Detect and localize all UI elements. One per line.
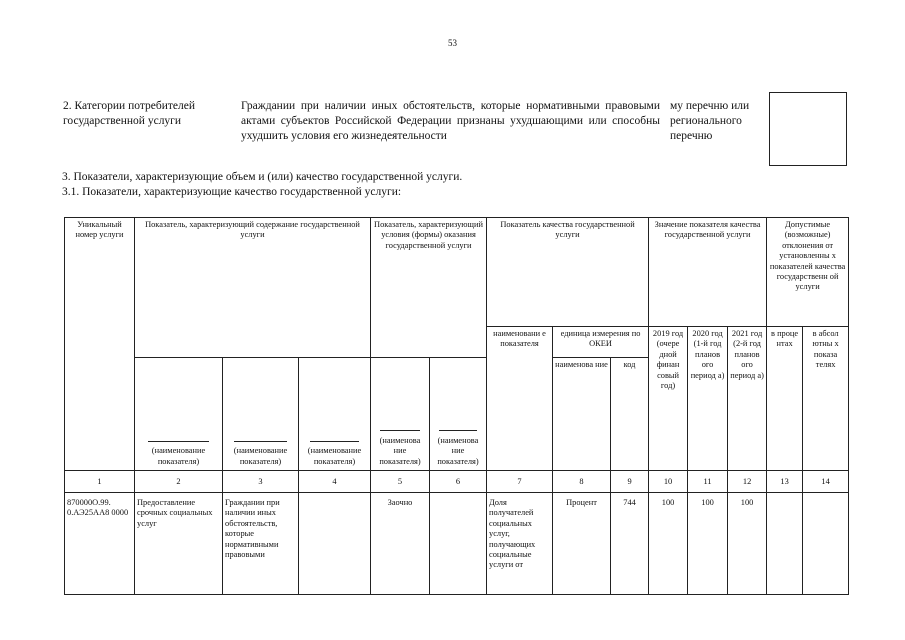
- column-number: 8: [553, 471, 611, 493]
- column-number: 7: [487, 471, 553, 493]
- cell-value-2020: 100: [688, 493, 728, 595]
- header-year-2019: 2019 год (очере дной финан совый год): [649, 327, 688, 471]
- cell-service-name: Предоставление срочных социальных услуг: [135, 493, 223, 595]
- subheader-content-1: [135, 358, 223, 471]
- header-indicator-value: Значение показателя качества государственной услуги: [649, 218, 767, 327]
- column-number: 13: [767, 471, 803, 493]
- category-label: 2. Категории потребителей государственной услуги: [63, 100, 195, 127]
- header-unit-name: наименова ние: [553, 358, 611, 471]
- header-content-indicator: Показатель, характеризующий содержание государственной услуги: [135, 218, 371, 358]
- cell-value-2021: 100: [728, 493, 767, 595]
- header-allowed-deviation: Допустимые (возможные) отклонения от установленны х показателей качества государственн ой услуги: [767, 218, 849, 327]
- cell-value-2019: 100: [649, 493, 688, 595]
- header-indicator-name: наименовани е показателя: [487, 327, 553, 471]
- header-quality-indicator: Показатель качества государственной услуги: [487, 218, 649, 327]
- header-okei-unit: единица измерения по ОКЕИ: [553, 327, 649, 358]
- column-number: 12: [728, 471, 767, 493]
- subheader-content-2-text: (наименование показателя): [233, 446, 288, 466]
- header-conditions-indicator: Показатель, характеризующий условия (формы) оказания государственной услуги: [371, 218, 487, 358]
- subheader-content-3: [299, 358, 371, 471]
- header-year-2021: 2021 год (2-й год планов ого период а): [728, 327, 767, 471]
- subheader-form-1: [371, 358, 430, 471]
- category-text-right: му перечню или регионального перечню: [670, 100, 750, 142]
- category-text: Граждании при наличии иных обстоятельств, которые нормативными правовыми актами субъектов Российской Федерации признаны ухудшающими или способны ухудшить условия его жизнедеятельности: [241, 100, 660, 142]
- header-in-absolute: в абсол ютны х показа телях: [803, 327, 849, 471]
- header-unit-code: код: [611, 358, 649, 471]
- cell-indicator-name: Доля получателей социальных услуг, получающих социальные услуги от: [487, 493, 553, 595]
- cell-service-form: Заочно: [371, 493, 430, 595]
- column-number: 3: [223, 471, 299, 493]
- column-number: 5: [371, 471, 430, 493]
- subheader-content-3-text: (наименование показателя): [307, 446, 362, 466]
- column-number: 2: [135, 471, 223, 493]
- subheader-form-2-text: (наименова ние показателя): [437, 435, 479, 466]
- cell-empty: [767, 493, 803, 595]
- cell-recipient-category: Граждании при наличии иных обстоятельств, которые нормативными правовыми: [223, 493, 299, 595]
- column-number: 1: [65, 471, 135, 493]
- column-number: 6: [430, 471, 487, 493]
- page-number: 53: [448, 38, 457, 48]
- subheader-form-1-text: (наименова ние показателя): [379, 435, 421, 466]
- subheader-content-1-text: (наименование показателя): [151, 446, 206, 466]
- subheader-form-2: [430, 358, 487, 471]
- cell-unique-code: 870000О.99. 0.АЭ25АА8 0000: [65, 493, 135, 595]
- header-row-1: [65, 218, 849, 327]
- section-subheading: 3.1. Показатели, характеризующие качество государственной услуги:: [62, 186, 402, 198]
- quality-indicators-table: [64, 217, 849, 595]
- header-unique-number: Уникальный номер услуги: [65, 218, 135, 471]
- column-number: 10: [649, 471, 688, 493]
- column-number: 11: [688, 471, 728, 493]
- cell-empty: [299, 493, 371, 595]
- registry-code-box: [769, 92, 847, 166]
- section-heading: 3. Показатели, характеризующие объем и (или) качество государственной услуги.: [62, 171, 463, 183]
- column-number: 4: [299, 471, 371, 493]
- subheader-content-2: [223, 358, 299, 471]
- header-year-2020: 2020 год (1-й год планов ого период а): [688, 327, 728, 471]
- cell-unit-name: Процент: [553, 493, 611, 595]
- column-number: 9: [611, 471, 649, 493]
- header-in-percent: в проце нтах: [767, 327, 803, 471]
- table-row: [65, 493, 849, 595]
- cell-empty: [430, 493, 487, 595]
- column-number: 14: [803, 471, 849, 493]
- cell-unit-code: 744: [611, 493, 649, 595]
- column-number-row: [65, 471, 849, 493]
- cell-empty: [803, 493, 849, 595]
